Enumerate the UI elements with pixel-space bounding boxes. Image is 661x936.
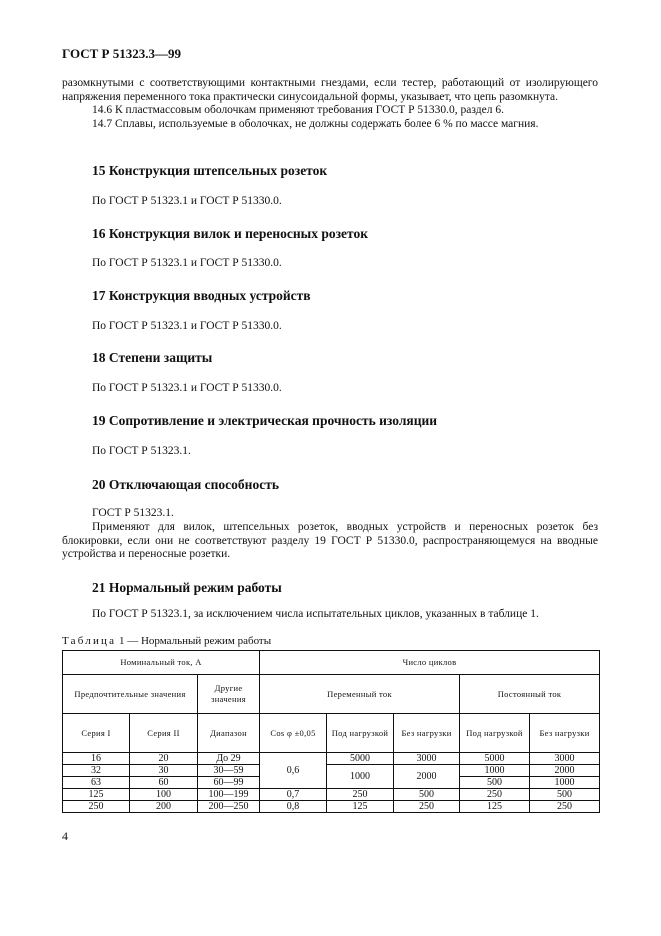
cell-series-1: 250 [63, 801, 130, 813]
header-series-1: Серия I [63, 714, 130, 753]
section-15-title: 15 Конструкция штепсельных розеток [92, 163, 328, 178]
cell-series-1: 32 [63, 765, 130, 777]
cell-series-2: 20 [130, 753, 198, 765]
cell-dc-load: 5000 [460, 753, 530, 765]
cell-dc-noload: 1000 [530, 777, 600, 789]
table-row [63, 789, 600, 801]
header-nominal-current: Номинальный ток, А [63, 651, 260, 675]
page-number: 4 [62, 829, 68, 843]
cell-dc-load: 250 [460, 789, 530, 801]
header-range: Диапазон [198, 714, 260, 753]
cell-series-2: 200 [130, 801, 198, 813]
cell-range: 200—250 [198, 801, 260, 813]
section-21-title: 21 Нормальный режим работы [92, 580, 282, 595]
section-17-title: 17 Конструкция вводных устройств [92, 288, 311, 303]
cell-range: До 29 [198, 753, 260, 765]
section-17-text: По ГОСТ Р 51323.1 и ГОСТ Р 51330.0. [92, 320, 282, 332]
cell-ac-load-merged: 1000 [327, 765, 394, 789]
cell-dc-noload: 3000 [530, 753, 600, 765]
section-19-text: По ГОСТ Р 51323.1. [92, 445, 191, 457]
header-cos: Cos φ ±0,05 [260, 714, 327, 753]
cell-series-2: 100 [130, 789, 198, 801]
section-19-title: 19 Сопротивление и электрическая прочность изоляции [92, 413, 438, 428]
cell-dc-load: 500 [460, 777, 530, 789]
header-ac-noload: Без нагрузки [394, 714, 460, 753]
section-16-text: По ГОСТ Р 51323.1 и ГОСТ Р 51330.0. [92, 257, 282, 269]
cell-cos: 0,8 [260, 801, 327, 813]
paragraph-continuation: разомкнутыми с соответствующими контактными гнездами, если тестер, работающий от изолирующего напряжения переменного тока практически синусоидальной формы, указывает, что цепь разомкнута. [62, 77, 598, 103]
normal-operation-table [62, 650, 600, 813]
section-20-text-1: ГОСТ Р 51323.1. [92, 507, 174, 519]
table-row [63, 801, 600, 813]
header-preferred: Предпочтительные значения [63, 675, 198, 714]
header-dc: Постоянный ток [460, 675, 600, 714]
cell-ac-noload: 500 [394, 789, 460, 801]
cell-dc-noload: 2000 [530, 765, 600, 777]
cell-series-2: 30 [130, 765, 198, 777]
cell-dc-noload: 250 [530, 801, 600, 813]
cell-ac-load: 125 [327, 801, 394, 813]
section-16-title: 16 Конструкция вилок и переносных розеток [92, 226, 368, 241]
cell-series-2: 60 [130, 777, 198, 789]
cell-range: 100—199 [198, 789, 260, 801]
cell-range: 30—59 [198, 765, 260, 777]
cell-ac-noload: 3000 [394, 753, 460, 765]
paragraph-14-6: 14.6 К пластмассовым оболочкам применяют требования ГОСТ Р 51330.0, раздел 6. [92, 104, 504, 116]
cell-ac-load: 5000 [327, 753, 394, 765]
section-18-title: 18 Степени защиты [92, 350, 213, 365]
header-ac-load: Под нагрузкой [327, 714, 394, 753]
cell-series-1: 16 [63, 753, 130, 765]
cell-series-1: 125 [63, 789, 130, 801]
cell-cos-merged: 0,6 [260, 753, 327, 789]
table-row [63, 753, 600, 765]
header-cycles: Число циклов [260, 651, 600, 675]
table-row [63, 765, 600, 777]
section-20-title: 20 Отключающая способность [92, 477, 279, 492]
table-caption-word: Таблица [62, 635, 117, 647]
cell-ac-load: 250 [327, 789, 394, 801]
cell-cos: 0,7 [260, 789, 327, 801]
section-21-text: По ГОСТ Р 51323.1, за исключением числа испытательных циклов, указанных в таблице 1. [92, 608, 539, 620]
cell-range: 60—99 [198, 777, 260, 789]
cell-dc-load: 1000 [460, 765, 530, 777]
header-other: Другие значения [198, 675, 260, 714]
header-dc-load: Под нагрузкой [460, 714, 530, 753]
cell-series-1: 63 [63, 777, 130, 789]
table-caption [62, 635, 271, 647]
section-20-text-2: Применяют для вилок, штепсельных розеток, вводных устройств и переносных розеток без блокировки, если они не соответствуют разделу 19 ГОСТ Р 51330.0, распространяющемуся на вводные устройства и переносные розетки. [62, 521, 598, 560]
section-18-text: По ГОСТ Р 51323.1 и ГОСТ Р 51330.0. [92, 382, 282, 394]
cell-ac-noload: 250 [394, 801, 460, 813]
paragraph-14-7: 14.7 Сплавы, используемые в оболочках, не должны содержать более 6 % по массе магния. [92, 118, 539, 130]
header-series-2: Серия II [130, 714, 198, 753]
section-15-text: По ГОСТ Р 51323.1 и ГОСТ Р 51330.0. [92, 195, 282, 207]
header-dc-noload: Без нагрузки [530, 714, 600, 753]
header-ac: Переменный ток [260, 675, 460, 714]
document-header: ГОСТ Р 51323.3—99 [62, 46, 181, 61]
table-caption-text: 1 — Нормальный режим работы [116, 635, 272, 647]
cell-ac-noload-merged: 2000 [394, 765, 460, 789]
cell-dc-noload: 500 [530, 789, 600, 801]
cell-dc-load: 125 [460, 801, 530, 813]
